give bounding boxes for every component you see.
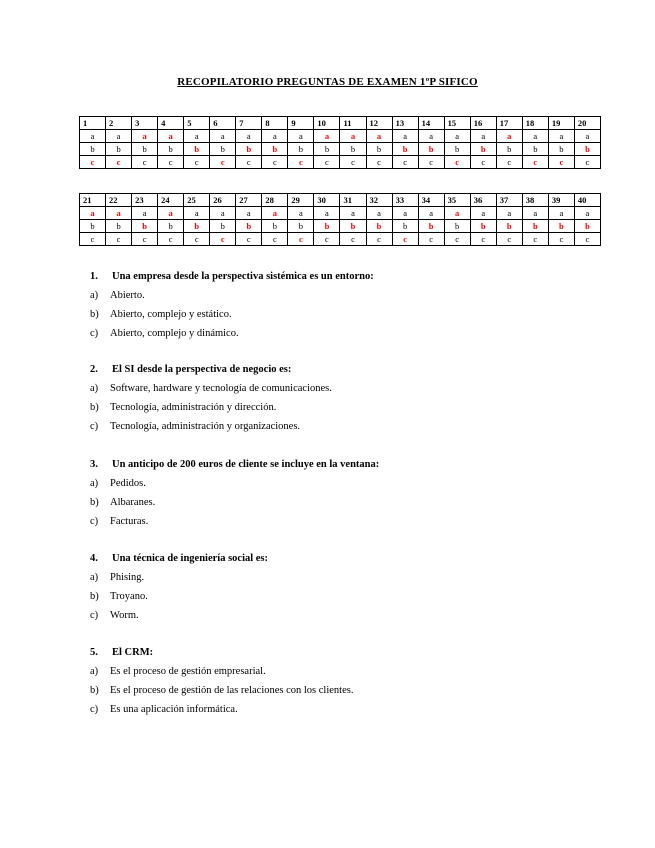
option-text: Es una aplicación informática. [110, 704, 238, 715]
option-b [90, 308, 374, 322]
option-letter: b) [90, 685, 99, 696]
option-cell: c [236, 156, 262, 169]
question-title [90, 646, 353, 660]
correct-answer-cell: a [366, 130, 392, 143]
option-c [90, 703, 353, 717]
option-cell: c [314, 233, 340, 246]
question-number-cell: 14 [418, 117, 444, 130]
option-cell: a [184, 207, 210, 220]
correct-answer-cell: b [574, 220, 600, 233]
option-cell: c [262, 233, 288, 246]
option-cell: c [106, 233, 132, 246]
option-cell: a [184, 130, 210, 143]
correct-answer-cell: a [340, 130, 366, 143]
correct-answer-cell: b [548, 220, 574, 233]
option-cell: a [262, 130, 288, 143]
question-text: El SI desde la perspectiva de negocio es: [112, 364, 292, 375]
option-cell: c [574, 233, 600, 246]
option-cell: b [210, 220, 236, 233]
option-cell: a [522, 207, 548, 220]
correct-answer-cell: a [106, 207, 132, 220]
table-header-row [80, 117, 601, 130]
question-number-cell: 7 [236, 117, 262, 130]
correct-answer-cell: a [262, 207, 288, 220]
option-cell: b [340, 143, 366, 156]
option-c [90, 420, 332, 434]
option-text: Abierto. [110, 290, 145, 301]
option-cell: a [392, 207, 418, 220]
question-number-cell: 9 [288, 117, 314, 130]
correct-answer-cell: b [236, 143, 262, 156]
question-number-cell: 6 [210, 117, 236, 130]
correct-answer-cell: a [444, 207, 470, 220]
option-cell: a [236, 207, 262, 220]
option-letter: a) [90, 383, 99, 394]
correct-answer-cell: b [392, 143, 418, 156]
option-cell: c [496, 156, 522, 169]
option-cell: c [158, 156, 184, 169]
option-cell: b [522, 143, 548, 156]
option-a [90, 571, 268, 585]
option-text: Es el proceso de gestión empresarial. [110, 666, 266, 677]
option-text: Facturas. [110, 516, 149, 527]
question-number-cell: 35 [444, 194, 470, 207]
correct-answer-cell: c [288, 156, 314, 169]
option-b [90, 684, 353, 698]
option-c [90, 515, 379, 529]
option-cell: a [418, 207, 444, 220]
correct-answer-cell: b [418, 143, 444, 156]
question-text: Una empresa desde la perspectiva sistémica es un entorno: [112, 271, 374, 282]
question-number-cell: 20 [574, 117, 600, 130]
question-number-cell: 33 [392, 194, 418, 207]
question-number-cell: 30 [314, 194, 340, 207]
question-number-cell: 13 [392, 117, 418, 130]
option-a [90, 382, 332, 396]
question-number-cell: 16 [470, 117, 496, 130]
question-number-cell: 38 [522, 194, 548, 207]
correct-answer-cell: a [132, 130, 158, 143]
option-cell: b [106, 143, 132, 156]
option-cell: c [132, 156, 158, 169]
correct-answer-cell: a [314, 130, 340, 143]
question-number-cell: 4 [158, 117, 184, 130]
correct-answer-cell: b [366, 220, 392, 233]
question-title [90, 270, 374, 284]
option-cell: a [236, 130, 262, 143]
question-text: El CRM: [112, 647, 154, 658]
option-cell: c [470, 156, 496, 169]
option-cell: b [288, 143, 314, 156]
option-cell: a [470, 207, 496, 220]
option-cell: b [80, 220, 106, 233]
correct-answer-cell: b [184, 143, 210, 156]
option-text: Phising. [110, 572, 145, 583]
option-cell: b [132, 143, 158, 156]
question-text: Una técnica de ingeniería social es: [112, 553, 269, 564]
option-cell: a [444, 130, 470, 143]
correct-answer-cell: a [80, 207, 106, 220]
correct-answer-cell: a [158, 207, 184, 220]
question-number-cell: 29 [288, 194, 314, 207]
option-cell: a [340, 207, 366, 220]
option-letter: a) [90, 478, 99, 489]
option-cell: c [184, 233, 210, 246]
correct-answer-cell: b [418, 220, 444, 233]
option-letter: a) [90, 572, 99, 583]
option-cell: a [522, 130, 548, 143]
correct-answer-cell: c [106, 156, 132, 169]
option-cell: b [262, 220, 288, 233]
option-text: Pedidos. [110, 478, 146, 489]
option-text: Tecnología, administración y organizaciones. [110, 421, 301, 432]
question-number: 2. [90, 364, 98, 375]
question-number-cell: 15 [444, 117, 470, 130]
question-number-cell: 10 [314, 117, 340, 130]
question-number-cell: 3 [132, 117, 158, 130]
correct-answer-cell: c [548, 156, 574, 169]
option-cell: b [548, 143, 574, 156]
option-cell: a [210, 207, 236, 220]
option-letter: b) [90, 497, 99, 508]
option-text: Troyano. [110, 591, 148, 602]
correct-answer-cell: b [262, 143, 288, 156]
option-cell: a [496, 207, 522, 220]
option-row [80, 156, 601, 169]
option-cell: b [106, 220, 132, 233]
option-cell: a [548, 130, 574, 143]
correct-answer-cell: c [80, 156, 106, 169]
correct-answer-cell: a [496, 130, 522, 143]
question-number-cell: 32 [366, 194, 392, 207]
correct-answer-cell: b [236, 220, 262, 233]
question-number-cell: 11 [340, 117, 366, 130]
option-a [90, 289, 374, 303]
question-number-cell: 1 [80, 117, 106, 130]
option-text: Abierto, complejo y estático. [110, 309, 232, 320]
option-cell: c [574, 156, 600, 169]
correct-answer-cell: c [210, 233, 236, 246]
question-number-cell: 19 [548, 117, 574, 130]
question-number-cell: 21 [80, 194, 106, 207]
document-title: RECOPILATORIO PREGUNTAS DE EXAMEN 1ºP SIFICO [177, 76, 478, 88]
option-cell: b [158, 143, 184, 156]
question-number-cell: 23 [132, 194, 158, 207]
option-cell: c [444, 233, 470, 246]
option-cell: c [470, 233, 496, 246]
option-cell: c [262, 156, 288, 169]
option-text: Tecnología, administración y dirección. [110, 402, 277, 413]
option-cell: c [366, 233, 392, 246]
option-b [90, 401, 332, 415]
question-title [90, 552, 268, 566]
option-cell: a [106, 130, 132, 143]
option-cell: c [392, 156, 418, 169]
question-number-cell: 8 [262, 117, 288, 130]
option-cell: c [184, 156, 210, 169]
option-cell: a [392, 130, 418, 143]
option-b [90, 590, 268, 604]
option-cell: a [574, 130, 600, 143]
question-1 [90, 270, 374, 346]
option-c [90, 327, 374, 341]
correct-answer-cell: b [470, 220, 496, 233]
option-cell: b [288, 220, 314, 233]
option-cell: c [236, 233, 262, 246]
question-number-cell: 12 [366, 117, 392, 130]
correct-answer-cell: b [340, 220, 366, 233]
option-letter: a) [90, 666, 99, 677]
question-number-cell: 2 [106, 117, 132, 130]
option-row [80, 207, 601, 220]
option-cell: c [314, 156, 340, 169]
question-number-cell: 36 [470, 194, 496, 207]
option-a [90, 477, 379, 491]
option-cell: a [288, 130, 314, 143]
question-title [90, 458, 379, 472]
correct-answer-cell: b [496, 220, 522, 233]
option-row [80, 220, 601, 233]
option-cell: b [444, 220, 470, 233]
option-cell: c [548, 233, 574, 246]
correct-answer-cell: b [470, 143, 496, 156]
option-text: Abierto, complejo y dinámico. [110, 328, 239, 339]
question-5 [90, 646, 353, 722]
question-number-cell: 31 [340, 194, 366, 207]
question-number-cell: 27 [236, 194, 262, 207]
correct-answer-cell: c [392, 233, 418, 246]
answer-table-1-20 [79, 116, 601, 169]
option-letter: c) [90, 421, 99, 432]
question-number-cell: 37 [496, 194, 522, 207]
correct-answer-cell: c [288, 233, 314, 246]
option-cell: a [288, 207, 314, 220]
option-cell: a [314, 207, 340, 220]
option-cell: c [80, 233, 106, 246]
option-cell: c [340, 233, 366, 246]
question-number-cell: 5 [184, 117, 210, 130]
option-cell: b [80, 143, 106, 156]
correct-answer-cell: b [184, 220, 210, 233]
question-3 [90, 458, 379, 534]
option-cell: c [418, 233, 444, 246]
option-cell: b [158, 220, 184, 233]
option-row [80, 233, 601, 246]
table-header-row [80, 194, 601, 207]
option-cell: a [366, 207, 392, 220]
option-letter: c) [90, 328, 99, 339]
option-cell: c [496, 233, 522, 246]
question-number-cell: 24 [158, 194, 184, 207]
question-number: 3. [90, 459, 98, 470]
option-letter: b) [90, 591, 99, 602]
option-cell: a [574, 207, 600, 220]
option-text: Software, hardware y tecnología de comunicaciones. [110, 383, 332, 394]
option-cell: a [470, 130, 496, 143]
question-number: 5. [90, 647, 98, 658]
option-text: Es el proceso de gestión de las relaciones con los clientes. [110, 685, 354, 696]
correct-answer-cell: c [522, 156, 548, 169]
question-number-cell: 28 [262, 194, 288, 207]
correct-answer-cell: b [314, 220, 340, 233]
option-cell: c [418, 156, 444, 169]
option-c [90, 609, 268, 623]
answer-table-21-40 [79, 193, 601, 246]
question-4 [90, 552, 268, 628]
option-row [80, 130, 601, 143]
question-number-cell: 40 [574, 194, 600, 207]
option-letter: c) [90, 704, 99, 715]
correct-answer-cell: b [132, 220, 158, 233]
option-cell: b [392, 220, 418, 233]
option-cell: a [132, 207, 158, 220]
option-cell: a [418, 130, 444, 143]
option-cell: b [210, 143, 236, 156]
option-cell: c [522, 233, 548, 246]
question-number-cell: 22 [106, 194, 132, 207]
question-number-cell: 39 [548, 194, 574, 207]
option-letter: b) [90, 309, 99, 320]
correct-answer-cell: c [210, 156, 236, 169]
option-letter: b) [90, 402, 99, 413]
option-cell: c [340, 156, 366, 169]
option-cell: a [210, 130, 236, 143]
option-cell: a [80, 130, 106, 143]
correct-answer-cell: a [158, 130, 184, 143]
option-cell: c [132, 233, 158, 246]
option-b [90, 496, 379, 510]
option-letter: c) [90, 516, 99, 527]
option-cell: a [548, 207, 574, 220]
option-a [90, 665, 353, 679]
option-cell: c [158, 233, 184, 246]
option-row [80, 143, 601, 156]
question-2 [90, 363, 332, 439]
option-letter: c) [90, 610, 99, 621]
option-letter: a) [90, 290, 99, 301]
question-text: Un anticipo de 200 euros de cliente se incluye en la ventana: [112, 459, 380, 470]
option-cell: b [314, 143, 340, 156]
option-cell: b [366, 143, 392, 156]
option-cell: c [366, 156, 392, 169]
question-number-cell: 26 [210, 194, 236, 207]
option-cell: b [496, 143, 522, 156]
correct-answer-cell: b [522, 220, 548, 233]
question-number: 4. [90, 553, 98, 564]
question-number-cell: 18 [522, 117, 548, 130]
option-text: Albaranes. [110, 497, 156, 508]
option-text: Worm. [110, 610, 139, 621]
question-number-cell: 17 [496, 117, 522, 130]
question-number-cell: 25 [184, 194, 210, 207]
question-number: 1. [90, 271, 98, 282]
correct-answer-cell: b [574, 143, 600, 156]
question-title [90, 363, 332, 377]
option-cell: b [444, 143, 470, 156]
question-number-cell: 34 [418, 194, 444, 207]
correct-answer-cell: c [444, 156, 470, 169]
